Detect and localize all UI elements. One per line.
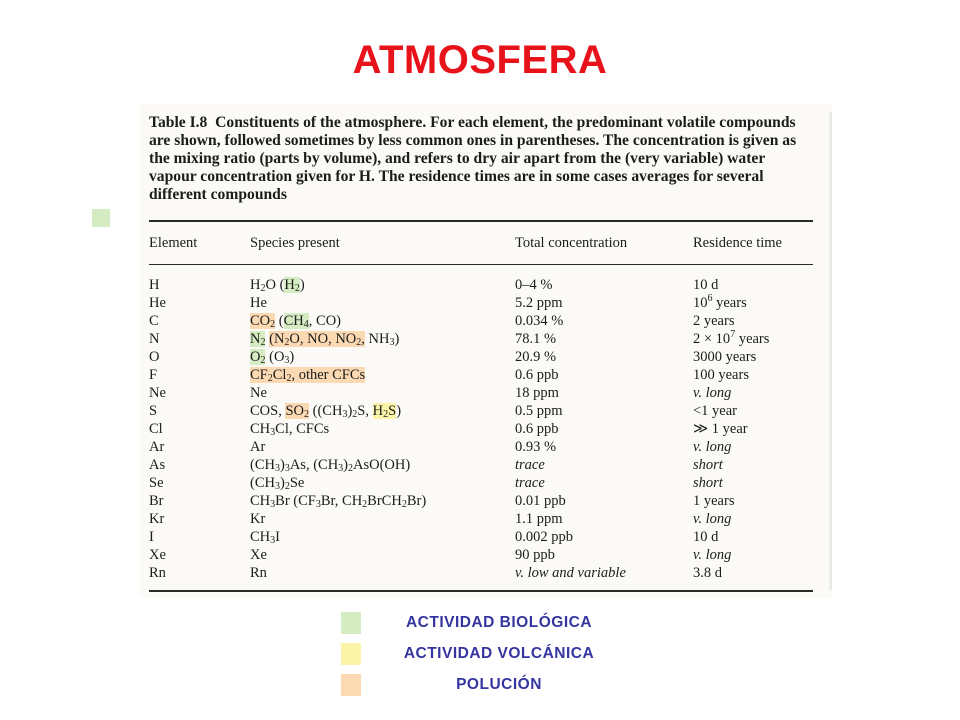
residence-unit: years: [716, 295, 747, 311]
table-row: [140, 492, 820, 510]
residence-unit: years: [738, 331, 770, 347]
concentration-cell: 0.01 ppb: [515, 493, 566, 509]
legend-item-pollution: [341, 674, 641, 696]
residence-cell: v. long: [693, 385, 732, 401]
table-row: [140, 294, 820, 312]
species-cell: Rn: [250, 565, 267, 581]
residence-cell: $10^6$ years: [693, 293, 747, 311]
table-row: [140, 384, 820, 402]
concentration-cell: 5.2 ppm: [515, 295, 563, 311]
concentration-cell: 0.93 %: [515, 439, 557, 455]
concentration-cell: trace: [515, 457, 545, 473]
species-cell: He: [250, 295, 267, 311]
table-caption-text: Constituents of the atmosphere. For each element, the predominant volatile compounds are shown, followed sometimes by less common ones in parentheses. The concentration is given as the mixing ratio (parts by volume), and refers to dry air apart from the (very variable) water vapour concentration given for H. The residence times are in some cases averages for several different compounds: [149, 114, 797, 203]
species-cell: $N_2$ ($N_2O$, NO, $NO_2$, $NH_3$): [250, 331, 400, 348]
element-cell: O: [149, 349, 160, 365]
concentration-cell: 0–4 %: [515, 277, 553, 293]
element-cell: S: [149, 403, 158, 419]
species-cell: COS, $SO_2$ ($(CH_3)_2S$, $H_2S$): [250, 403, 402, 420]
table-row: [140, 546, 820, 564]
concentration-cell: 0.5 ppm: [515, 403, 563, 419]
table-row: [140, 528, 820, 546]
concentration-cell: 18 ppm: [515, 385, 559, 401]
concentration-cell: 0.034 %: [515, 313, 564, 329]
species-cell: Ne: [250, 385, 267, 401]
species-cell: Ar: [250, 439, 266, 455]
species-cell: $CH_3Cl$, CFCs: [250, 421, 330, 438]
header-rule: [149, 264, 813, 265]
element-cell: I: [149, 529, 154, 545]
concentration-cell: trace: [515, 475, 545, 491]
element-cell: Ar: [149, 439, 165, 455]
residence-cell: short: [693, 457, 723, 473]
element-cell: As: [149, 457, 166, 473]
species-cell: $(CH_3)_2Se$: [250, 475, 305, 492]
element-cell: N: [149, 331, 160, 347]
species-cell: $CO_2$ ($CH_4$, CO): [250, 313, 342, 330]
element-cell: Cl: [149, 421, 163, 437]
header-residence: Residence time: [693, 235, 782, 251]
table-row: [140, 312, 820, 330]
residence-cell: 10 d: [693, 277, 719, 293]
legend-item-volcanic: [341, 643, 641, 665]
page-edge-shadow: [827, 112, 832, 590]
species-cell: Xe: [250, 547, 267, 563]
table-row: [140, 474, 820, 492]
species-cell: $CH_3I$: [250, 529, 280, 546]
concentration-cell: 1.1 ppm: [515, 511, 563, 527]
margin-highlight-mark: [92, 209, 110, 227]
residence-cell: v. long: [693, 547, 732, 563]
table-label: Table I.8: [149, 114, 208, 131]
element-cell: Kr: [149, 511, 165, 527]
residence-cell: 10 d: [693, 529, 719, 545]
table-row: [140, 366, 820, 384]
species-cell: $(CH_3)_3As$, $(CH_3)_2AsO(OH)$: [250, 457, 411, 474]
legend-item-biological: [341, 612, 641, 634]
slide-title: ATMOSFERA: [352, 38, 608, 82]
table-row: [140, 330, 820, 348]
table-row: [140, 456, 820, 474]
legend-label-biological: ACTIVIDAD BIOLÓGICA: [405, 614, 593, 631]
element-cell: C: [149, 313, 159, 329]
table-row: [140, 510, 820, 528]
residence-cell: 3000 years: [693, 349, 757, 365]
top-rule: [149, 220, 813, 222]
table-row: [140, 420, 820, 438]
species-cell: Kr: [250, 511, 266, 527]
table-row: [140, 438, 820, 456]
residence-cell: 3.8 d: [693, 565, 722, 581]
header-element: Element: [149, 235, 198, 251]
residence-cell: v. long: [693, 439, 732, 455]
residence-cell: 1 years: [693, 493, 735, 509]
element-cell: H: [149, 277, 160, 293]
element-cell: Se: [149, 475, 164, 491]
table-row: [140, 348, 820, 366]
concentration-cell: 0.6 ppb: [515, 367, 559, 383]
residence-cell: 100 years: [693, 367, 749, 383]
species-cell: $H_2O$ $(H_2)$: [250, 277, 305, 294]
table-row: [140, 402, 820, 420]
legend-swatch-volcanic: [341, 643, 361, 665]
residence-cell: <1 year: [693, 403, 738, 419]
residence-cell: ≫ 1 year: [693, 421, 748, 437]
concentration-cell: 78.1 %: [515, 331, 557, 347]
species-cell: $O_2$ $(O_3)$: [250, 349, 295, 366]
species-cell: $CH_3Br$ ($CF_3Br$, $CH_2BrCH_2Br$): [250, 493, 427, 510]
table-caption: [149, 114, 809, 204]
header-concentration: Total concentration: [515, 235, 628, 251]
residence-cell: 2 years: [693, 313, 735, 329]
legend-label-pollution: POLUCIÓN: [456, 676, 542, 693]
concentration-cell: v. low and variable: [515, 565, 626, 581]
element-cell: F: [149, 367, 158, 383]
legend-swatch-biological: [341, 612, 361, 634]
element-cell: He: [149, 295, 166, 311]
bottom-rule: [149, 590, 813, 592]
element-cell: Rn: [149, 565, 166, 581]
concentration-cell: 0.6 ppb: [515, 421, 559, 437]
concentration-cell: 0.002 ppb: [515, 529, 573, 545]
table-scan: [140, 104, 832, 598]
table-row: [140, 276, 820, 294]
residence-cell: v. long: [693, 511, 732, 527]
legend-swatch-pollution: [341, 674, 361, 696]
legend-label-volcanic: ACTIVIDAD VOLCÁNICA: [403, 645, 595, 662]
element-cell: Xe: [149, 547, 166, 563]
concentration-cell: 90 ppb: [515, 547, 555, 563]
header-species: Species present: [250, 235, 340, 251]
table-row: [140, 564, 820, 582]
element-cell: Br: [149, 493, 164, 509]
residence-cell: short: [693, 475, 723, 491]
residence-cell: $2 \times 10^7$ years: [693, 329, 770, 347]
species-cell: $CF_2Cl_2$, other CFCs: [250, 367, 366, 384]
element-cell: Ne: [149, 385, 166, 401]
concentration-cell: 20.9 %: [515, 349, 557, 365]
